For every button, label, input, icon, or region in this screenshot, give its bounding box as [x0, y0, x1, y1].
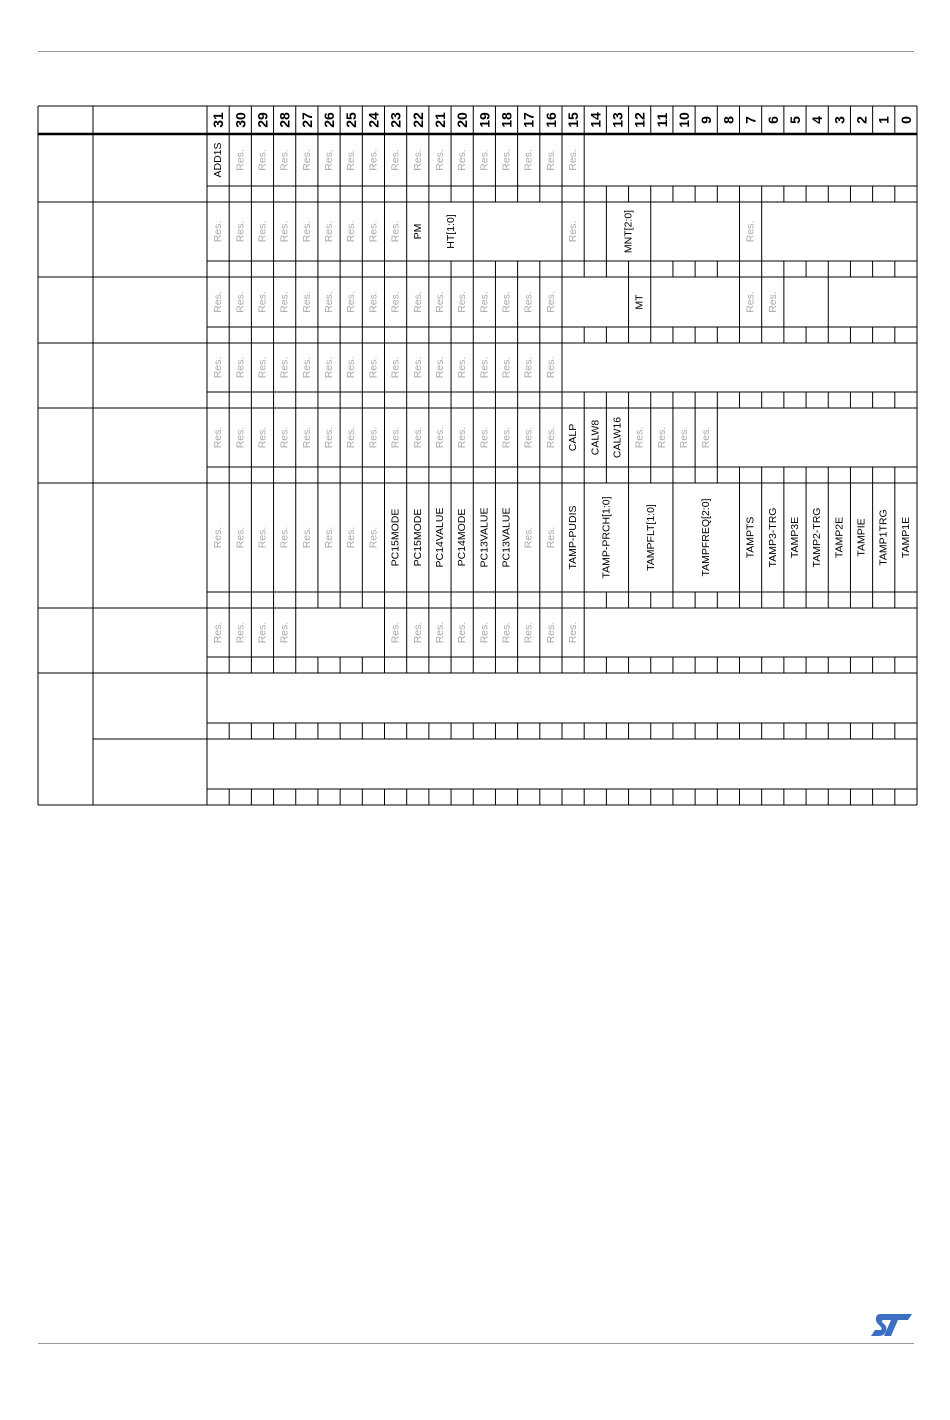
- field-tampfreq-2-0: TAMPFREQ[2:0]: [700, 498, 713, 577]
- reserved-field: Res.: [389, 356, 402, 379]
- reserved-field: Res.: [500, 149, 513, 171]
- reserved-field: Res.: [367, 149, 380, 171]
- reserved-field: Res.: [678, 426, 691, 449]
- reserved-field: Res.: [278, 621, 291, 644]
- reserved-field: Res.: [744, 291, 757, 313]
- bit-number-label: 24: [365, 112, 382, 128]
- reserved-field: Res.: [234, 526, 247, 549]
- reserved-field: Res.: [478, 291, 491, 313]
- field-ht-1-0: HT[1:0]: [445, 214, 458, 249]
- reserved-field: Res.: [234, 426, 247, 449]
- field-tamp1trg: TAMP1TRG: [877, 509, 890, 566]
- field-calw8: CALW8: [589, 419, 602, 456]
- reserved-field: Res.: [323, 526, 336, 549]
- reserved-field: Res.: [367, 220, 380, 243]
- reserved-field: Res.: [766, 291, 779, 313]
- reserved-field: Res.: [433, 356, 446, 379]
- reserved-field: Res.: [456, 291, 469, 313]
- field-tamp1e: TAMP1E: [899, 516, 912, 559]
- reserved-field: Res.: [300, 291, 313, 313]
- bit-number-label: 29: [254, 112, 271, 128]
- reserved-field: Res.: [389, 220, 402, 243]
- bit-number-label: 30: [232, 112, 249, 128]
- reserved-field: Res.: [633, 426, 646, 449]
- reserved-field: Res.: [544, 291, 557, 313]
- reserved-field: Res.: [655, 426, 668, 449]
- bit-number-label: 1: [875, 116, 892, 124]
- reserved-field: Res.: [256, 621, 269, 644]
- bit-number-label: 23: [387, 112, 404, 128]
- reserved-field: Res.: [544, 356, 557, 379]
- reserved-field: Res.: [411, 426, 424, 449]
- field-pm: PM: [411, 223, 424, 240]
- reserved-field: Res.: [544, 621, 557, 644]
- reserved-field: Res.: [256, 291, 269, 313]
- bit-number-label: 7: [742, 116, 759, 124]
- bit-number-label: 11: [653, 112, 670, 128]
- reserved-field: Res.: [278, 356, 291, 379]
- bit-number-label: 19: [476, 112, 493, 128]
- reserved-field: Res.: [367, 356, 380, 379]
- field-tamp3-trg: TAMP3-TRG: [766, 507, 779, 568]
- reserved-field: Res.: [389, 291, 402, 313]
- bit-number-label: 4: [809, 116, 826, 124]
- reserved-field: Res.: [256, 426, 269, 449]
- field-pc13value: PC13VALUE: [478, 507, 491, 568]
- reserved-field: Res.: [256, 149, 269, 171]
- reserved-field: Res.: [300, 426, 313, 449]
- field-tamp3e: TAMP3E: [788, 516, 801, 559]
- field-tampts: TAMPTS: [744, 516, 757, 559]
- reserved-field: Res.: [567, 149, 580, 171]
- bit-number-label: 5: [786, 116, 803, 124]
- bit-number-label: 26: [321, 112, 338, 128]
- reserved-field: Res.: [544, 149, 557, 171]
- field-add1s: ADD1S: [212, 142, 225, 178]
- bit-number-label: 17: [520, 112, 537, 128]
- reserved-field: Res.: [500, 621, 513, 644]
- reserved-field: Res.: [367, 426, 380, 449]
- field-calp: CALP: [567, 423, 580, 452]
- reserved-field: Res.: [323, 356, 336, 379]
- reserved-field: Res.: [522, 149, 535, 171]
- st-logo: [870, 1312, 914, 1338]
- reserved-field: Res.: [522, 526, 535, 549]
- reserved-field: Res.: [300, 220, 313, 243]
- footer-rule: [38, 1343, 914, 1344]
- bit-number-label: 10: [676, 112, 693, 128]
- field-pc15mode: PC15MODE: [411, 508, 424, 567]
- field-pc14mode: PC14MODE: [456, 508, 469, 567]
- reserved-field: Res.: [278, 426, 291, 449]
- reserved-field: Res.: [278, 220, 291, 243]
- reserved-field: Res.: [456, 149, 469, 171]
- reserved-field: Res.: [567, 220, 580, 243]
- reserved-field: Res.: [567, 621, 580, 644]
- reserved-field: Res.: [256, 356, 269, 379]
- bit-number-label: 27: [298, 112, 315, 128]
- reserved-field: Res.: [234, 220, 247, 243]
- reserved-field: Res.: [500, 426, 513, 449]
- reserved-field: Res.: [433, 621, 446, 644]
- reserved-field: Res.: [300, 526, 313, 549]
- reserved-field: Res.: [212, 220, 225, 243]
- reserved-field: Res.: [234, 291, 247, 313]
- reserved-field: Res.: [300, 149, 313, 171]
- reserved-field: Res.: [367, 291, 380, 313]
- reserved-field: Res.: [522, 426, 535, 449]
- bit-number-label: 20: [454, 112, 471, 128]
- reserved-field: Res.: [411, 621, 424, 644]
- reserved-field: Res.: [212, 356, 225, 379]
- reserved-field: Res.: [367, 526, 380, 549]
- reserved-field: Res.: [278, 526, 291, 549]
- field-mnt-2-0: MNT[2:0]: [622, 209, 635, 254]
- reserved-field: Res.: [389, 426, 402, 449]
- field-calw16: CALW16: [611, 416, 624, 459]
- reserved-field: Res.: [234, 621, 247, 644]
- field-pc15mode: PC15MODE: [389, 508, 402, 567]
- bit-number-label: 31: [210, 112, 227, 128]
- reserved-field: Res.: [345, 526, 358, 549]
- reserved-field: Res.: [433, 149, 446, 171]
- reserved-field: Res.: [456, 356, 469, 379]
- reserved-field: Res.: [700, 426, 713, 449]
- reserved-field: Res.: [478, 149, 491, 171]
- reserved-field: Res.: [212, 291, 225, 313]
- reserved-field: Res.: [500, 356, 513, 379]
- reserved-field: Res.: [389, 149, 402, 171]
- reserved-field: Res.: [345, 426, 358, 449]
- bit-number-label: 15: [565, 112, 582, 128]
- reserved-field: Res.: [234, 356, 247, 379]
- field-tampflt-1-0: TAMPFLT[1:0]: [644, 504, 657, 571]
- field-pc14value: PC14VALUE: [433, 507, 446, 568]
- reserved-field: Res.: [522, 291, 535, 313]
- bit-number-label: 0: [897, 116, 914, 124]
- reserved-field: Res.: [345, 291, 358, 313]
- reserved-field: Res.: [411, 356, 424, 379]
- reserved-field: Res.: [544, 526, 557, 549]
- reserved-field: Res.: [345, 149, 358, 171]
- reserved-field: Res.: [522, 621, 535, 644]
- bit-number-label: 3: [831, 116, 848, 124]
- bit-number-label: 25: [343, 112, 360, 128]
- reserved-field: Res.: [433, 426, 446, 449]
- field-tamp-pudis: TAMP-PUDIS: [567, 505, 580, 570]
- reserved-field: Res.: [478, 426, 491, 449]
- bit-number-label: 18: [498, 112, 515, 128]
- bit-number-label: 8: [720, 116, 737, 124]
- bit-number-label: 12: [631, 112, 648, 128]
- field-mt: MT: [633, 294, 646, 310]
- reserved-field: Res.: [411, 291, 424, 313]
- bit-number-label: 2: [853, 116, 870, 124]
- reserved-field: Res.: [278, 149, 291, 171]
- reserved-field: Res.: [323, 220, 336, 243]
- reserved-field: Res.: [389, 621, 402, 644]
- reserved-field: Res.: [212, 621, 225, 644]
- field-tampie: TAMPIE: [855, 518, 868, 557]
- reserved-field: Res.: [411, 149, 424, 171]
- bit-number-label: 6: [764, 116, 781, 124]
- reserved-field: Res.: [256, 220, 269, 243]
- reserved-field: Res.: [522, 356, 535, 379]
- bit-number-label: 16: [542, 112, 559, 128]
- reserved-field: Res.: [323, 426, 336, 449]
- reserved-field: Res.: [323, 149, 336, 171]
- reserved-field: Res.: [256, 526, 269, 549]
- reserved-field: Res.: [345, 356, 358, 379]
- field-tamp2e: TAMP2E: [833, 516, 846, 559]
- field-tamp2-trg: TAMP2-TRG: [811, 507, 824, 568]
- reserved-field: Res.: [323, 291, 336, 313]
- reserved-field: Res.: [212, 526, 225, 549]
- reserved-field: Res.: [456, 621, 469, 644]
- field-tamp-prch-1-0: TAMP-PRCH[1:0]: [600, 496, 613, 579]
- reserved-field: Res.: [212, 426, 225, 449]
- bit-number-label: 14: [587, 112, 604, 128]
- reserved-field: Res.: [744, 220, 757, 243]
- bit-number-label: 13: [609, 112, 626, 128]
- reserved-field: Res.: [278, 291, 291, 313]
- bit-number-label: 28: [276, 112, 293, 128]
- bit-number-label: 9: [698, 116, 715, 124]
- reserved-field: Res.: [478, 621, 491, 644]
- bit-number-label: 22: [409, 112, 426, 128]
- reserved-field: Res.: [300, 356, 313, 379]
- reserved-field: Res.: [500, 291, 513, 313]
- reserved-field: Res.: [478, 356, 491, 379]
- bit-number-label: 21: [431, 112, 448, 128]
- reserved-field: Res.: [433, 291, 446, 313]
- field-pc13value: PC13VALUE: [500, 507, 513, 568]
- reserved-field: Res.: [345, 220, 358, 243]
- reserved-field: Res.: [234, 149, 247, 171]
- reserved-field: Res.: [456, 426, 469, 449]
- reserved-field: Res.: [544, 426, 557, 449]
